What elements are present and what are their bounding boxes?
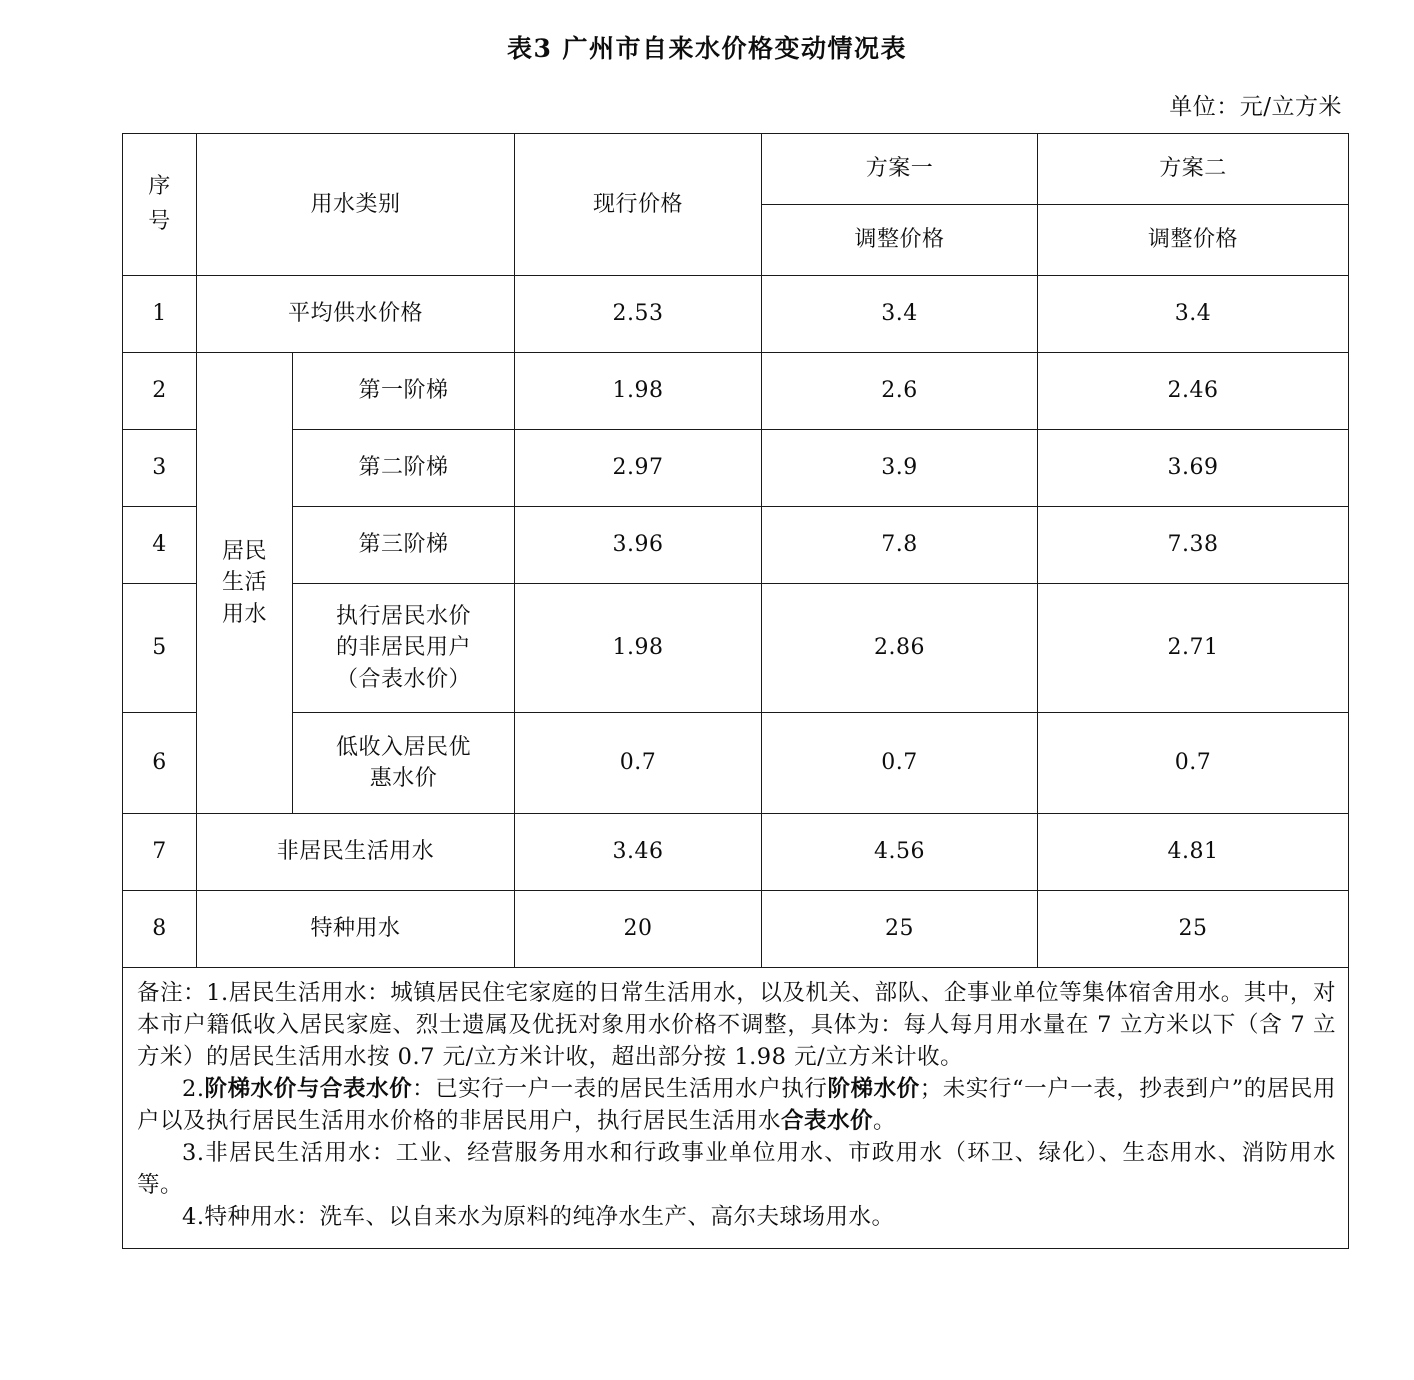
- water-price-table: [122, 133, 1349, 1249]
- table-row: [123, 276, 1349, 353]
- table-notes-row: [123, 968, 1349, 1249]
- cell-plan-one-price: 3.9: [762, 430, 1038, 507]
- cell-current-price: 0.7: [515, 713, 762, 814]
- row-category: 第一阶梯: [293, 353, 515, 430]
- group-label-line1: 居民: [221, 539, 267, 565]
- cell-plan-one-price: 3.4: [762, 276, 1038, 353]
- header-sequence-line2: 号: [148, 208, 171, 234]
- row-number: 3: [123, 430, 197, 507]
- cell-current-price: 1.98: [515, 353, 762, 430]
- note-3: 3.非居民生活用水：工业、经营服务用水和行政事业单位用水、市政用水（环卫、绿化）、生态用水、消防用水等。: [137, 1139, 1337, 1198]
- cell-current-price: 2.97: [515, 430, 762, 507]
- cell-plan-two-price: 3.69: [1038, 430, 1349, 507]
- header-current-price: 现行价格: [515, 134, 762, 276]
- cell-current-price: 20: [515, 891, 762, 968]
- header-plan-one-adjusted: 调整价格: [762, 205, 1038, 276]
- group-label-line3: 用水: [221, 601, 267, 627]
- table-notes: [123, 968, 1349, 1249]
- cell-plan-two-price: 2.46: [1038, 353, 1349, 430]
- row-category: 平均供水价格: [197, 276, 515, 353]
- row-number: 4: [123, 507, 197, 584]
- cell-plan-two-price: 0.7: [1038, 713, 1349, 814]
- row-category: [293, 713, 515, 814]
- cell-current-price: 3.46: [515, 814, 762, 891]
- cell-plan-one-price: 7.8: [762, 507, 1038, 584]
- note-2: [137, 1074, 1336, 1138]
- row-number: 6: [123, 713, 197, 814]
- note-2-suffix: 。: [873, 1107, 897, 1134]
- header-sequence-line1: 序: [148, 174, 171, 200]
- cell-current-price: 3.96: [515, 507, 762, 584]
- cell-plan-one-price: 25: [762, 891, 1038, 968]
- table-container: [0, 121, 1414, 1249]
- table-row: [123, 584, 1349, 713]
- table-row: [123, 353, 1349, 430]
- row-category: 第三阶梯: [293, 507, 515, 584]
- note-2-term-tiered: 阶梯水价: [827, 1075, 920, 1102]
- note-2-mid-2: ；未实行“一户一表，抄表到户”的居民用户以及执行居民生活用水价格的非居民用户，执行居民生活用水: [137, 1075, 1336, 1134]
- row-category: [293, 584, 515, 713]
- table-row: [123, 430, 1349, 507]
- header-category: 用水类别: [197, 134, 515, 276]
- row-number: 5: [123, 584, 197, 713]
- table-row: [123, 891, 1349, 968]
- cell-current-price: 1.98: [515, 584, 762, 713]
- table-row: [123, 713, 1349, 814]
- header-plan-two-adjusted: 调整价格: [1038, 205, 1349, 276]
- row-category: 特种用水: [197, 891, 515, 968]
- group-label-line2: 生活: [221, 570, 267, 596]
- row-category-line1: 低收入居民优: [336, 734, 472, 760]
- row-category-line2: 惠水价: [369, 766, 438, 791]
- row-number: 7: [123, 814, 197, 891]
- row-number: 2: [123, 353, 197, 430]
- page-title: 表3 广州市自来水价格变动情况表: [506, 34, 908, 63]
- row-category: 第二阶梯: [293, 430, 515, 507]
- cell-current-price: 2.53: [515, 276, 762, 353]
- note-2-mid-1: ：已实行一户一表的居民生活用水户执行: [412, 1075, 828, 1102]
- note-4: 4.特种用水：洗车、以自来水为原料的纯净水生产、高尔夫球场用水。: [182, 1203, 895, 1230]
- note-1: 备注：1.居民生活用水：城镇居民住宅家庭的日常生活用水，以及机关、部队、企事业单位等集体宿舍用水。其中，对本市户籍低收入居民家庭、烈士遗属及优抚对象用水价格不调整，具体为：每人每月用水量在 7 立方米以下（含 7 立方米）的居民生活用水按 0.7 元/立方米计收，超出部分按 1.98 元/立方米计收。: [137, 980, 1337, 1070]
- row-group-residential-water: [197, 353, 293, 814]
- table-header-row-primary: [123, 134, 1349, 205]
- unit-note: 单位：元/立方米: [1169, 94, 1342, 120]
- cell-plan-one-price: 2.6: [762, 353, 1038, 430]
- header-sequence-number: [123, 134, 197, 276]
- cell-plan-two-price: 7.38: [1038, 507, 1349, 584]
- cell-plan-two-price: 4.81: [1038, 814, 1349, 891]
- note-2-term-tiered-and-shared: 阶梯水价与合表水价: [204, 1075, 413, 1102]
- cell-plan-one-price: 4.56: [762, 814, 1038, 891]
- cell-plan-one-price: 2.86: [762, 584, 1038, 713]
- row-number: 1: [123, 276, 197, 353]
- cell-plan-two-price: 25: [1038, 891, 1349, 968]
- table-row: [123, 507, 1349, 584]
- header-plan-two: 方案二: [1038, 134, 1349, 205]
- table-row: [123, 814, 1349, 891]
- row-category-line2: 的非居民用户: [336, 635, 472, 661]
- note-2-term-shared: 合表水价: [781, 1107, 874, 1134]
- note-2-prefix: 2.: [182, 1075, 205, 1102]
- row-category: 非居民生活用水: [197, 814, 515, 891]
- cell-plan-two-price: 3.4: [1038, 276, 1349, 353]
- row-category-line3: （合表水价）: [336, 666, 472, 692]
- cell-plan-two-price: 2.71: [1038, 584, 1349, 713]
- cell-plan-one-price: 0.7: [762, 713, 1038, 814]
- row-number: 8: [123, 891, 197, 968]
- row-category-line1: 执行居民水价: [336, 604, 472, 630]
- header-plan-one: 方案一: [762, 134, 1038, 205]
